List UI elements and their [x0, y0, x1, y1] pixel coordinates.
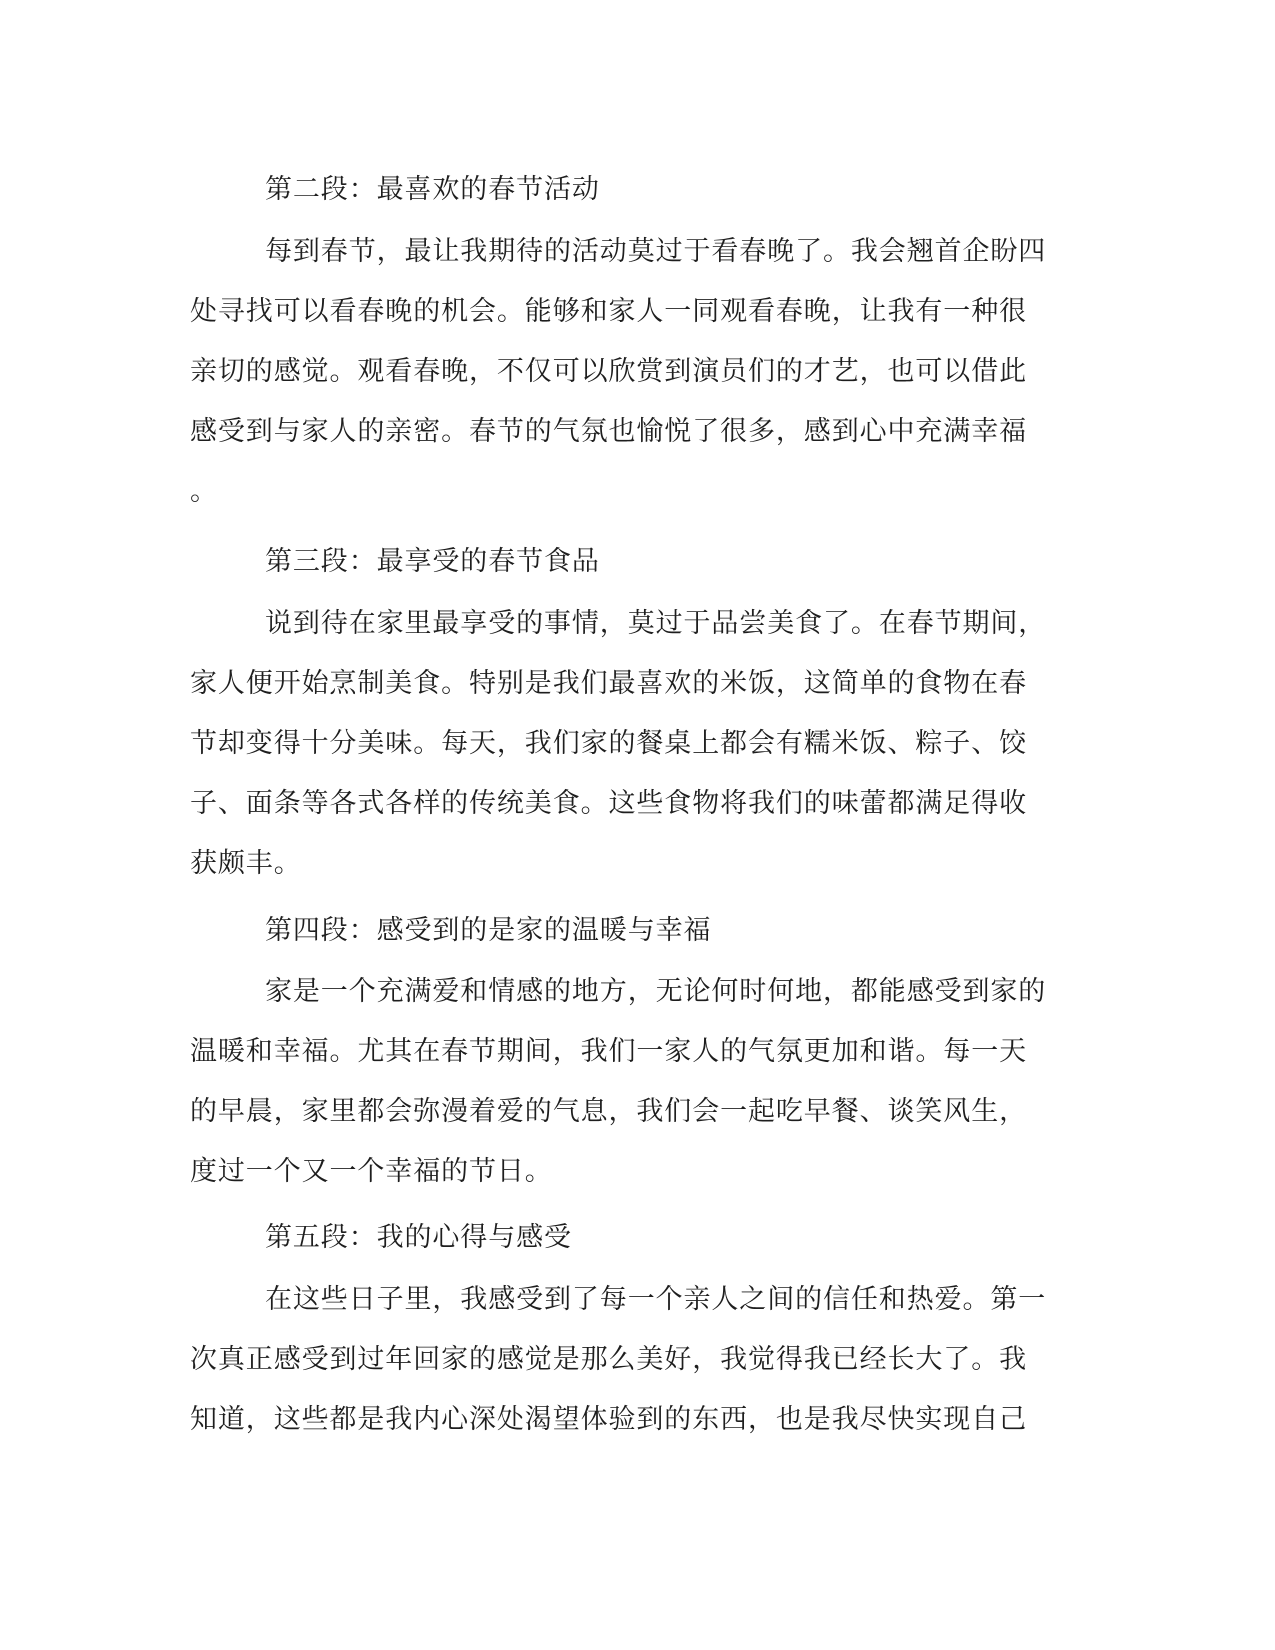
section-heading-4: 第四段：感受到的是家的温暖与幸福 — [265, 915, 712, 946]
paragraph-line: 子、面条等各式各样的传统美食。这些食物将我们的味蕾都满足得收 — [190, 788, 1027, 819]
section-heading-2: 第二段：最喜欢的春节活动 — [265, 174, 600, 205]
paragraph-line: 说到待在家里最享受的事情，莫过于品尝美食了。在春节期间， — [265, 608, 1047, 639]
paragraph-line: 处寻找可以看春晚的机会。能够和家人一同观看春晚，让我有一种很 — [190, 296, 1027, 327]
paragraph-line: 知道，这些都是我内心深处渴望体验到的东西，也是我尽快实现自己 — [190, 1404, 1027, 1435]
paragraph-line: 获颇丰。 — [190, 848, 302, 879]
paragraph-line: 温暖和幸福。尤其在春节期间，我们一家人的气氛更加和谐。每一天 — [190, 1036, 1027, 1067]
section-heading-3: 第三段：最享受的春节食品 — [265, 546, 600, 577]
paragraph-line: 次真正感受到过年回家的感觉是那么美好，我觉得我已经长大了。我 — [190, 1344, 1027, 1375]
paragraph-line: 。 — [190, 476, 218, 507]
paragraph-line: 度过一个又一个幸福的节日。 — [190, 1156, 553, 1187]
paragraph-line: 节却变得十分美味。每天，我们家的餐桌上都会有糯米饭、粽子、饺 — [190, 728, 1027, 759]
section-heading-5: 第五段：我的心得与感受 — [265, 1222, 572, 1253]
paragraph-line: 家人便开始烹制美食。特别是我们最喜欢的米饭，这简单的食物在春 — [190, 668, 1027, 699]
paragraph-line: 家是一个充满爱和情感的地方，无论何时何地，都能感受到家的 — [265, 976, 1047, 1007]
paragraph-line: 感受到与家人的亲密。春节的气氛也愉悦了很多，感到心中充满幸福 — [190, 416, 1027, 447]
paragraph-line: 每到春节，最让我期待的活动莫过于看春晚了。我会翘首企盼四 — [265, 236, 1047, 267]
paragraph-line: 在这些日子里，我感受到了每一个亲人之间的信任和热爱。第一 — [265, 1284, 1047, 1315]
paragraph-line: 的早晨，家里都会弥漫着爱的气息，我们会一起吃早餐、谈笑风生， — [190, 1096, 1027, 1127]
paragraph-line: 亲切的感觉。观看春晚，不仅可以欣赏到演员们的才艺，也可以借此 — [190, 356, 1027, 387]
